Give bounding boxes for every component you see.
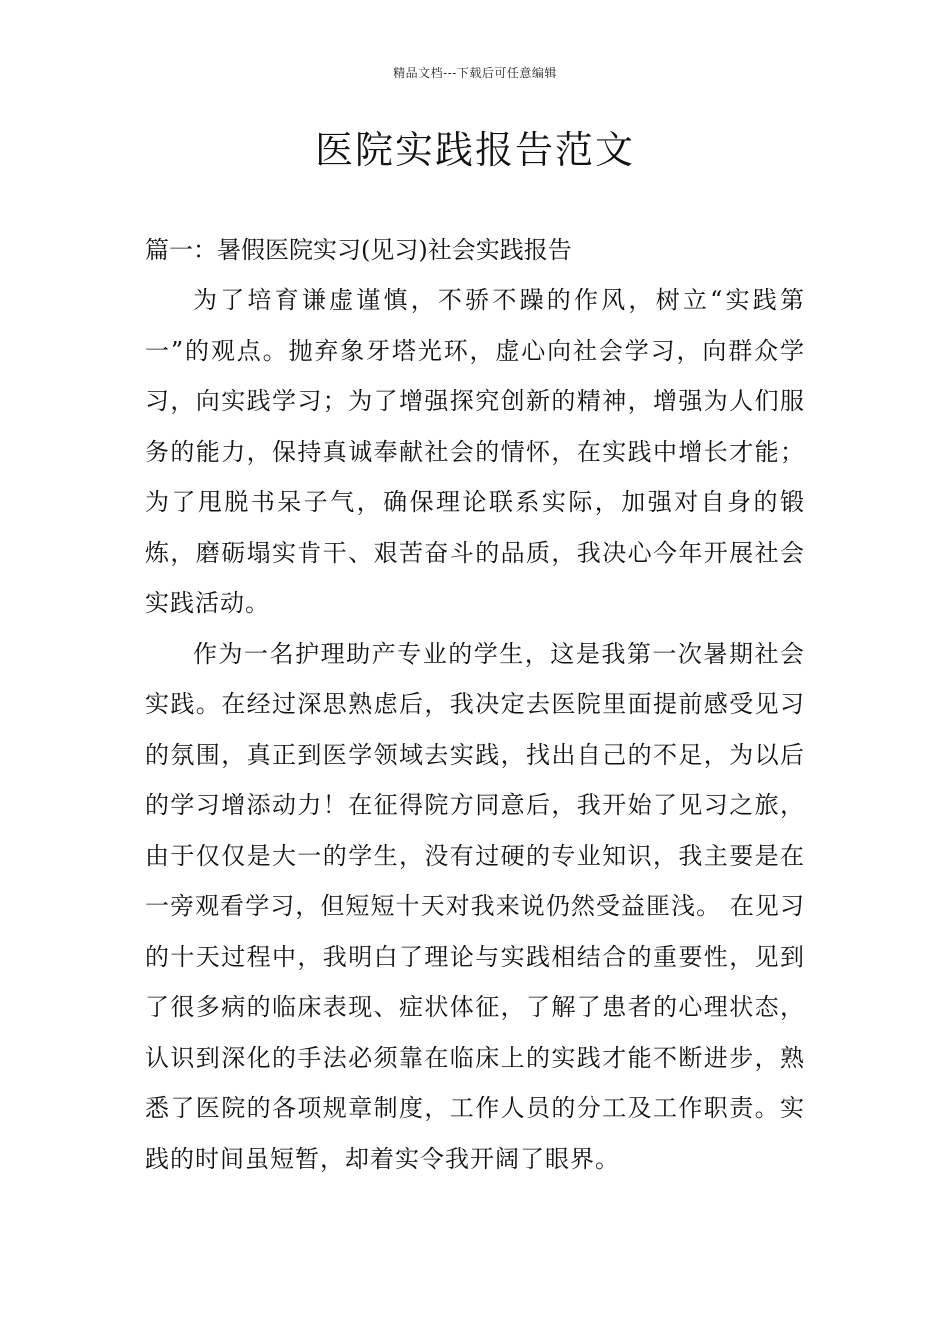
header-note: 精品文档---下载后可任意编辑 [393,66,557,80]
section-heading: 篇一：暑假医院实习(见习)社会实践报告 [145,236,572,264]
paragraph: 作为一名护理助产专业的学生，这是我第一次暑期社会实践。在经过深思熟虑后，我决定去医院里面提前感受见习的氛围，真正到医学领域去实践，找出自己的不足，为以后的学习增添动力！在征得院方同意后，我开始了见习之旅，由于仅仅是大一的学生，没有过硬的专业知识，我主要是在一旁观看学习，但短短十天对我来说仍然受益匪浅。 在见习的十天过程中，我明白了理论与实践相结合的重要性，见到了很多病的临床表现、症状体征，了解了患者的心理状态，认识到深化的手法必须靠在临床上的实践才能不断进步，熟悉了医院的各项规章制度，工作人员的分工及工作职责。实践的时间虽短暂，却着实令我开阔了眼界。 [145,639,805,1173]
document-body [145,225,805,1184]
paragraph: 为了培育谦虚谨慎，不骄不躁的作风，树立“实践第一”的观点。抛弃象牙塔光环，虚心向社会学习，向群众学习，向实践学习；为了增强探究创新的精神，增强为人们服务的能力，保持真诚奉献社会的情怀，在实践中增长才能；为了甩脱书呆子气，确保理论联系实际，加强对自身的锻炼，磨砺塌实肯干、艰苦奋斗的品质，我决心今年开展社会实践活动。 [145,286,805,617]
document-title: 医院实践报告范文 [314,128,635,172]
